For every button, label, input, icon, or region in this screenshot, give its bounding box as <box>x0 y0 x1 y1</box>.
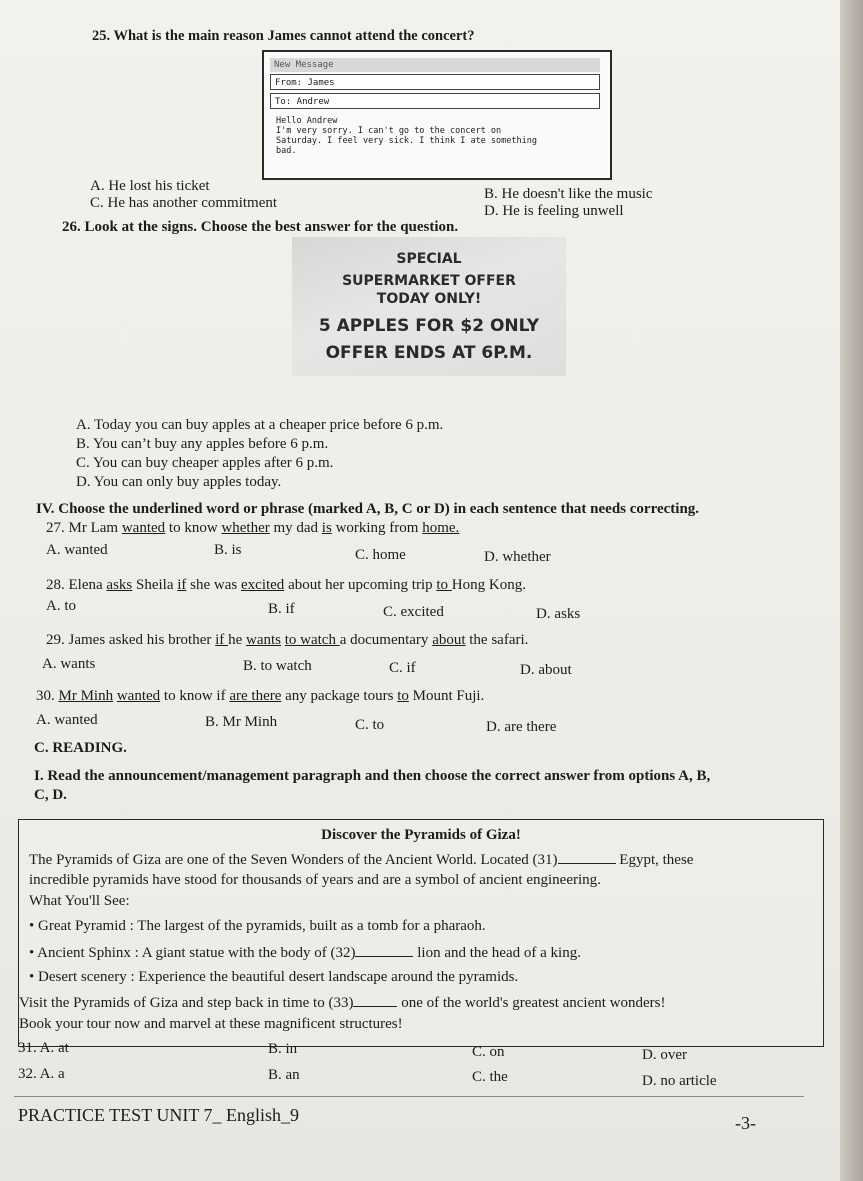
passage-line-4: • Great Pyramid : The largest of the pyramids, built as a tomb for a pharaoh. <box>29 918 486 934</box>
q32-option-a: 32. A. a <box>18 1066 65 1082</box>
supermarket-sign <box>292 237 566 376</box>
q32-option-b: B. an <box>268 1067 300 1083</box>
passage-line-3: What You'll See: <box>29 893 130 909</box>
q26-option-b: B. You can’t buy any apples before 6 p.m. <box>76 436 329 452</box>
question-29: 29. James asked his brother if he wants to watch a documentary about the safari. <box>46 632 529 648</box>
message-from: From: James <box>270 74 600 90</box>
passage-line-2: incredible pyramids have stood for thousands of years and are a symbol of ancient engineering. <box>29 872 601 888</box>
question-30: 30. Mr Minh wanted to know if are there any package tours to Mount Fuji. <box>36 688 485 704</box>
message-line-1: I'm very sorry. I can't go to the concert on <box>276 126 502 136</box>
q29-option-d: D. about <box>520 662 572 678</box>
sign-line-1: SPECIAL <box>396 251 462 267</box>
q31-option-a: 31. A. at <box>18 1040 69 1056</box>
reading-passage-box <box>18 819 824 1047</box>
q28-option-a: A. to <box>46 598 76 614</box>
question-26: 26. Look at the signs. Choose the best answer for the question. <box>62 219 459 235</box>
passage-line-1: The Pyramids of Giza are one of the Seven Wonders of the Ancient World. Located (31) Egypt, these <box>29 852 694 868</box>
q29-option-b: B. to watch <box>243 658 312 674</box>
sign-line-3: TODAY ONLY! <box>376 291 482 307</box>
sign-line-5: OFFER ENDS AT 6P.M. <box>325 343 533 363</box>
q27-option-a: A. wanted <box>46 542 108 558</box>
message-to: To: Andrew <box>270 93 600 109</box>
reading-instruction-line-2: C, D. <box>34 787 67 803</box>
q26-option-c: C. You can buy cheaper apples after 6 p.m. <box>76 455 334 471</box>
sign-line-4: 5 APPLES FOR $2 ONLY <box>318 316 540 336</box>
q27-option-c: C. home <box>355 547 406 563</box>
passage-line-6: • Desert scenery : Experience the beautiful desert landscape around the pyramids. <box>29 969 519 985</box>
q26-option-d: D. You can only buy apples today. <box>76 474 282 490</box>
reading-heading: C. READING. <box>34 740 127 756</box>
q30-option-d: D. are there <box>486 719 557 735</box>
blank-31 <box>558 851 616 864</box>
sign-line-2: SUPERMARKET OFFER <box>342 273 516 289</box>
section-4-heading: IV. Choose the underlined word or phrase (marked A, B, C or D) in each sentence that needs correcting. <box>36 501 700 517</box>
page-number: -3- <box>735 1113 756 1133</box>
page-edge <box>840 0 863 1181</box>
message-greeting: Hello Andrew <box>276 116 338 126</box>
passage-line-5: • Ancient Sphinx : A giant statue with the body of (32) lion and the head of a king. <box>29 945 581 961</box>
blank-32 <box>355 944 413 957</box>
message-line-3: bad. <box>276 146 297 156</box>
passage-line-7: Visit the Pyramids of Giza and step back in time to (33) one of the world's greatest ancient wonders! <box>19 995 666 1011</box>
q25-option-b: B. He doesn't like the music <box>484 186 653 202</box>
message-body <box>276 116 596 156</box>
footer-divider <box>14 1096 804 1097</box>
q31-option-b: B. in <box>268 1041 298 1057</box>
q30-option-a: A. wanted <box>36 712 98 728</box>
q25-option-a: A. He lost his ticket <box>90 178 210 194</box>
q25-option-c: C. He has another commitment <box>90 195 278 211</box>
blank-33 <box>353 994 397 1007</box>
question-28: 28. Elena asks Sheila if she was excited about her upcoming trip to Hong Kong. <box>46 577 526 593</box>
message-header: New Message <box>270 58 600 72</box>
q26-option-a: A. Today you can buy apples at a cheaper price before 6 p.m. <box>76 417 444 433</box>
q28-option-d: D. asks <box>536 606 581 622</box>
q31-option-c: C. on <box>472 1044 505 1060</box>
q29-option-a: A. wants <box>42 656 96 672</box>
question-27: 27. Mr Lam wanted to know whether my dad is working from home. <box>46 520 460 536</box>
passage-title: Discover the Pyramids of Giza! <box>321 827 521 843</box>
q25-option-d: D. He is feeling unwell <box>484 203 624 219</box>
q28-option-b: B. if <box>268 601 295 617</box>
message-box <box>262 50 612 180</box>
footer-title: PRACTICE TEST UNIT 7_ English_9 <box>18 1105 300 1125</box>
q32-option-d: D. no article <box>642 1073 717 1089</box>
q28-option-c: C. excited <box>383 604 444 620</box>
q30-option-c: C. to <box>355 717 385 733</box>
q27-option-d: D. whether <box>484 549 551 565</box>
passage-line-8: Book your tour now and marvel at these magnificent structures! <box>19 1016 403 1032</box>
reading-instruction-line-1: I. Read the announcement/management paragraph and then choose the correct answer from options A, B, <box>34 768 711 784</box>
q30-option-b: B. Mr Minh <box>205 714 278 730</box>
q27-option-b: B. is <box>214 542 242 558</box>
q29-option-c: C. if <box>389 660 416 676</box>
q31-option-d: D. over <box>642 1047 687 1063</box>
q32-option-c: C. the <box>472 1069 508 1085</box>
message-line-2: Saturday. I feel very sick. I think I ate something <box>276 136 537 146</box>
question-25: 25. What is the main reason James cannot attend the concert? <box>92 28 475 44</box>
